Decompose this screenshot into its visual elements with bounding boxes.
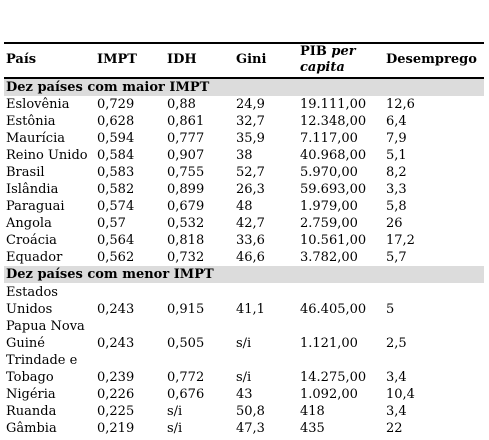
header-pib (300, 44, 356, 76)
cell-idh: 0,676 (167, 387, 205, 402)
cell-desemprego: 2,5 (386, 336, 407, 351)
cell-pais-cont: Guiné (6, 336, 45, 351)
cell-gini: 24,9 (236, 97, 265, 112)
cell-pais: Papua Nova (6, 319, 85, 334)
cell-idh: 0,532 (167, 216, 205, 231)
cell-idh: s/i (167, 421, 183, 436)
cell-impt: 0,562 (97, 250, 135, 265)
cell-impt: 0,564 (97, 233, 135, 248)
cell-gini: 48 (236, 199, 253, 214)
cell-pais: Gâmbia (6, 421, 57, 436)
cell-idh: 0,899 (167, 182, 205, 197)
cell-idh: 0,732 (167, 250, 205, 265)
cell-pib: 12.348,00 (300, 114, 367, 129)
cell-gini: 35,9 (236, 131, 265, 146)
cell-impt: 0,582 (97, 182, 135, 197)
cell-desemprego: 5 (386, 302, 395, 317)
cell-pais: Reino Unido (6, 148, 88, 163)
cell-desemprego: 5,7 (386, 250, 407, 265)
cell-impt: 0,225 (97, 404, 135, 419)
cell-desemprego: 12,6 (386, 97, 415, 112)
cell-impt: 0,729 (97, 97, 135, 112)
cell-pais: Islândia (6, 182, 59, 197)
cell-impt: 0,574 (97, 199, 135, 214)
header-impt: IMPT (97, 52, 137, 67)
cell-desemprego: 5,1 (386, 148, 407, 163)
cell-idh: 0,505 (167, 336, 205, 351)
cell-pib: 40.968,00 (300, 148, 367, 163)
cell-pais: Trindade e (6, 353, 78, 368)
cell-idh: 0,88 (167, 97, 196, 112)
cell-gini: 38 (236, 148, 253, 163)
cell-impt: 0,226 (97, 387, 135, 402)
header-pais: País (6, 52, 37, 67)
cell-impt: 0,584 (97, 148, 135, 163)
cell-pais: Angola (6, 216, 52, 231)
cell-pib: 2.759,00 (300, 216, 358, 231)
section-bottom-band (4, 266, 484, 283)
cell-pib: 46.405,00 (300, 302, 367, 317)
header-pib-label: PIB (300, 44, 327, 59)
cell-desemprego: 8,2 (386, 165, 407, 180)
cell-pais-cont: Unidos (6, 302, 53, 317)
cell-pais: Paraguai (6, 199, 65, 214)
cell-pib: 19.111,00 (300, 97, 367, 112)
cell-gini: 41,1 (236, 302, 265, 317)
cell-pib: 5.970,00 (300, 165, 358, 180)
cell-pais: Eslovênia (6, 97, 70, 112)
cell-pais: Brasil (6, 165, 45, 180)
cell-pib: 418 (300, 404, 325, 419)
cell-pib: 59.693,00 (300, 182, 367, 197)
cell-desemprego: 5,8 (386, 199, 407, 214)
cell-gini: s/i (236, 336, 252, 351)
cell-pib: 10.561,00 (300, 233, 367, 248)
cell-idh: 0,679 (167, 199, 205, 214)
cell-gini: 47,3 (236, 421, 265, 436)
cell-desemprego: 10,4 (386, 387, 415, 402)
cell-pais: Nigéria (6, 387, 56, 402)
cell-desemprego: 3,4 (386, 370, 407, 385)
cell-idh: s/i (167, 404, 183, 419)
cell-desemprego: 17,2 (386, 233, 415, 248)
cell-desemprego: 7,9 (386, 131, 407, 146)
cell-impt: 0,243 (97, 302, 135, 317)
cell-pib: 435 (300, 421, 325, 436)
cell-gini: 26,3 (236, 182, 265, 197)
cell-desemprego: 26 (386, 216, 403, 231)
cell-pais: Estados (6, 285, 58, 300)
header-idh: IDH (167, 52, 197, 67)
cell-idh: 0,772 (167, 370, 205, 385)
cell-desemprego: 22 (386, 421, 403, 436)
header-pib-per: per (331, 44, 356, 59)
cell-desemprego: 6,4 (386, 114, 407, 129)
cell-impt: 0,594 (97, 131, 135, 146)
cell-gini: 33,6 (236, 233, 265, 248)
cell-pais: Maurícia (6, 131, 65, 146)
cell-idh: 0,915 (167, 302, 205, 317)
cell-gini: 52,7 (236, 165, 265, 180)
cell-impt: 0,57 (97, 216, 126, 231)
cell-gini: 50,8 (236, 404, 265, 419)
cell-gini: 32,7 (236, 114, 265, 129)
cell-idh: 0,818 (167, 233, 205, 248)
cell-pais: Ruanda (6, 404, 57, 419)
cell-impt: 0,628 (97, 114, 135, 129)
cell-pais: Equador (6, 250, 63, 265)
top-rule (4, 42, 484, 44)
cell-desemprego: 3,3 (386, 182, 407, 197)
cell-pib: 1.121,00 (300, 336, 358, 351)
cell-gini: 42,7 (236, 216, 265, 231)
cell-pib: 1.092,00 (300, 387, 358, 402)
cell-pib: 7.117,00 (300, 131, 358, 146)
header-desemprego: Desemprego (386, 52, 477, 67)
cell-impt: 0,243 (97, 336, 135, 351)
cell-pais: Croácia (6, 233, 57, 248)
cell-gini: 46,6 (236, 250, 265, 265)
cell-idh: 0,907 (167, 148, 205, 163)
cell-gini: s/i (236, 370, 252, 385)
cell-impt: 0,219 (97, 421, 135, 436)
cell-pais-cont: Tobago (6, 370, 54, 385)
section-top-title: Dez países com maior IMPT (6, 80, 210, 95)
cell-pib: 3.782,00 (300, 250, 358, 265)
cell-idh: 0,861 (167, 114, 205, 129)
cell-gini: 43 (236, 387, 253, 402)
section-bottom-title: Dez países com menor IMPT (6, 267, 214, 282)
cell-pais: Estônia (6, 114, 56, 129)
cell-idh: 0,755 (167, 165, 205, 180)
cell-pib: 1.979,00 (300, 199, 358, 214)
header-gini: Gini (236, 52, 267, 67)
cell-impt: 0,239 (97, 370, 135, 385)
header-pib-capita: capita (300, 60, 345, 75)
cell-pib: 14.275,00 (300, 370, 367, 385)
cell-desemprego: 3,4 (386, 404, 407, 419)
cell-impt: 0,583 (97, 165, 135, 180)
section-top-band (4, 79, 484, 96)
cell-idh: 0,777 (167, 131, 205, 146)
